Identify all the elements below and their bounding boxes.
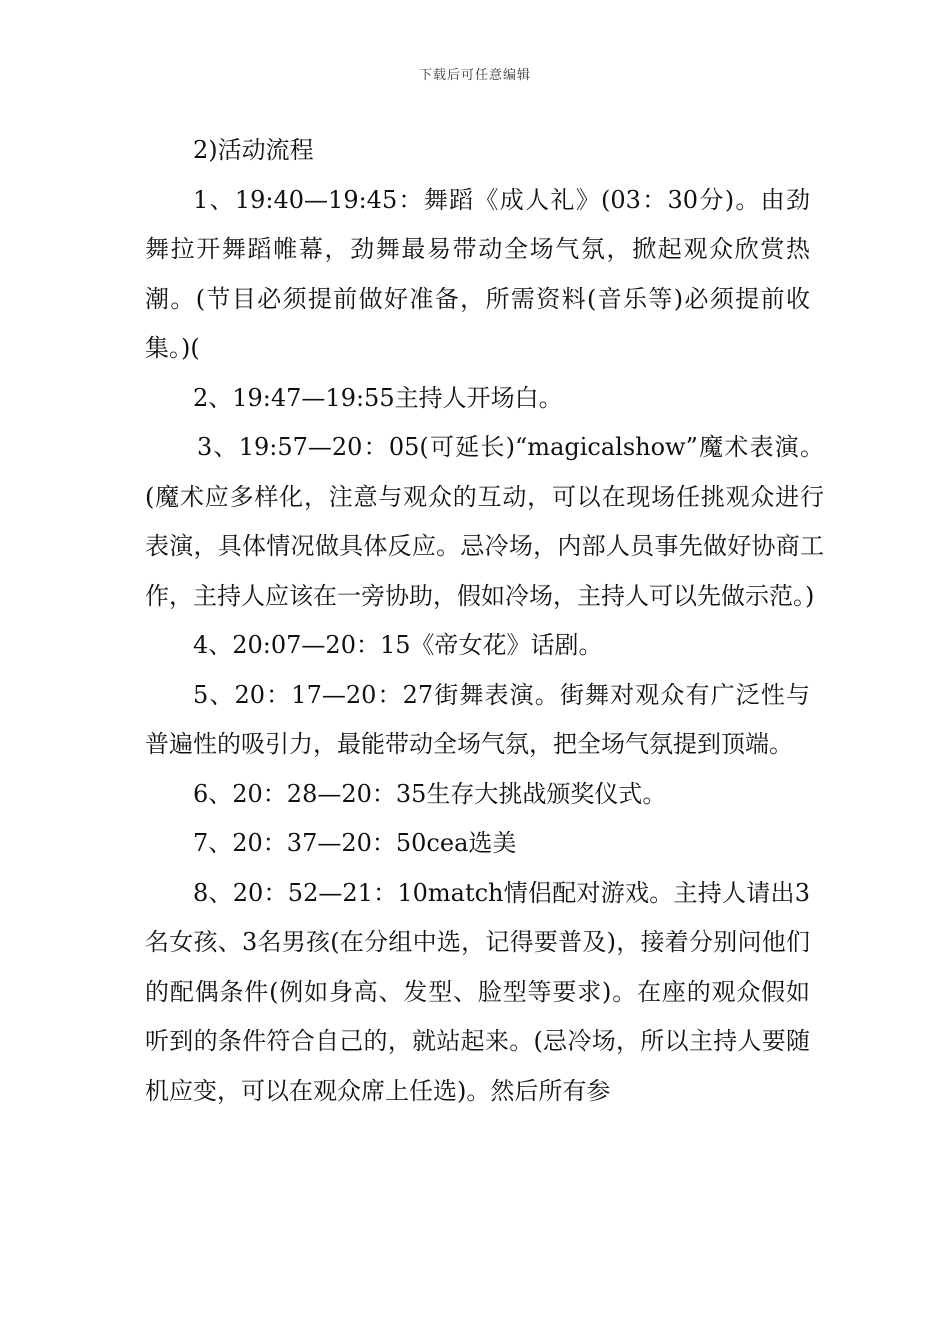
paragraph-item-3: 3、19:57—20：05(可延长)“magicalshow”魔术表演。(魔术应多样化，注意与观众的互动，可以在现场任挑观众进行表演，具体情况做具体反应。忌冷场，内部人员事先做好协商工作，主持人应该在一旁协助，假如冷场，主持人可以先做示范。) [145,433,824,610]
paragraph-item-1: 1、19:40—19:45：舞蹈《成人礼》(03：30分)。由劲舞拉开舞蹈帷幕，劲舞最易带动全场气氛，掀起观众欣赏热潮。(节目必须提前做好准备，所需资料(音乐等)必须提前收集。)( [145,185,810,362]
page-header: 下载后可任意编辑 [418,68,531,83]
paragraph-item-6: 6、20：28—20：35生存大挑战颁奖仪式。 [193,779,667,808]
section-title: 2)活动流程 [193,136,314,164]
document-body [145,126,824,1116]
paragraph-item-8: 8、20：52—21：10match情侣配对游戏。主持人请出3名女孩、3名男孩(在分组中选，记得要普及)，接着分别问他们的配偶条件(例如身高、发型、脸型等要求)。在座的观众假如听到的条件符合自己的，就站起来。(忌冷场，所以主持人要随机应变，可以在观众席上任选)。然后所有参 [145,878,810,1105]
paragraph-item-7: 7、20：37—20：50cea选美 [193,829,517,857]
paragraph-item-2: 2、19:47—19:55主持人开场白。 [193,383,563,412]
paragraph-item-5: 5、20：17—20：27街舞表演。街舞对观众有广泛性与普遍性的吸引力，最能带动全场气氛，把全场气氛提到顶端。 [145,680,810,758]
paragraph-item-4: 4、20:07—20：15《帝女花》话剧。 [193,631,603,659]
